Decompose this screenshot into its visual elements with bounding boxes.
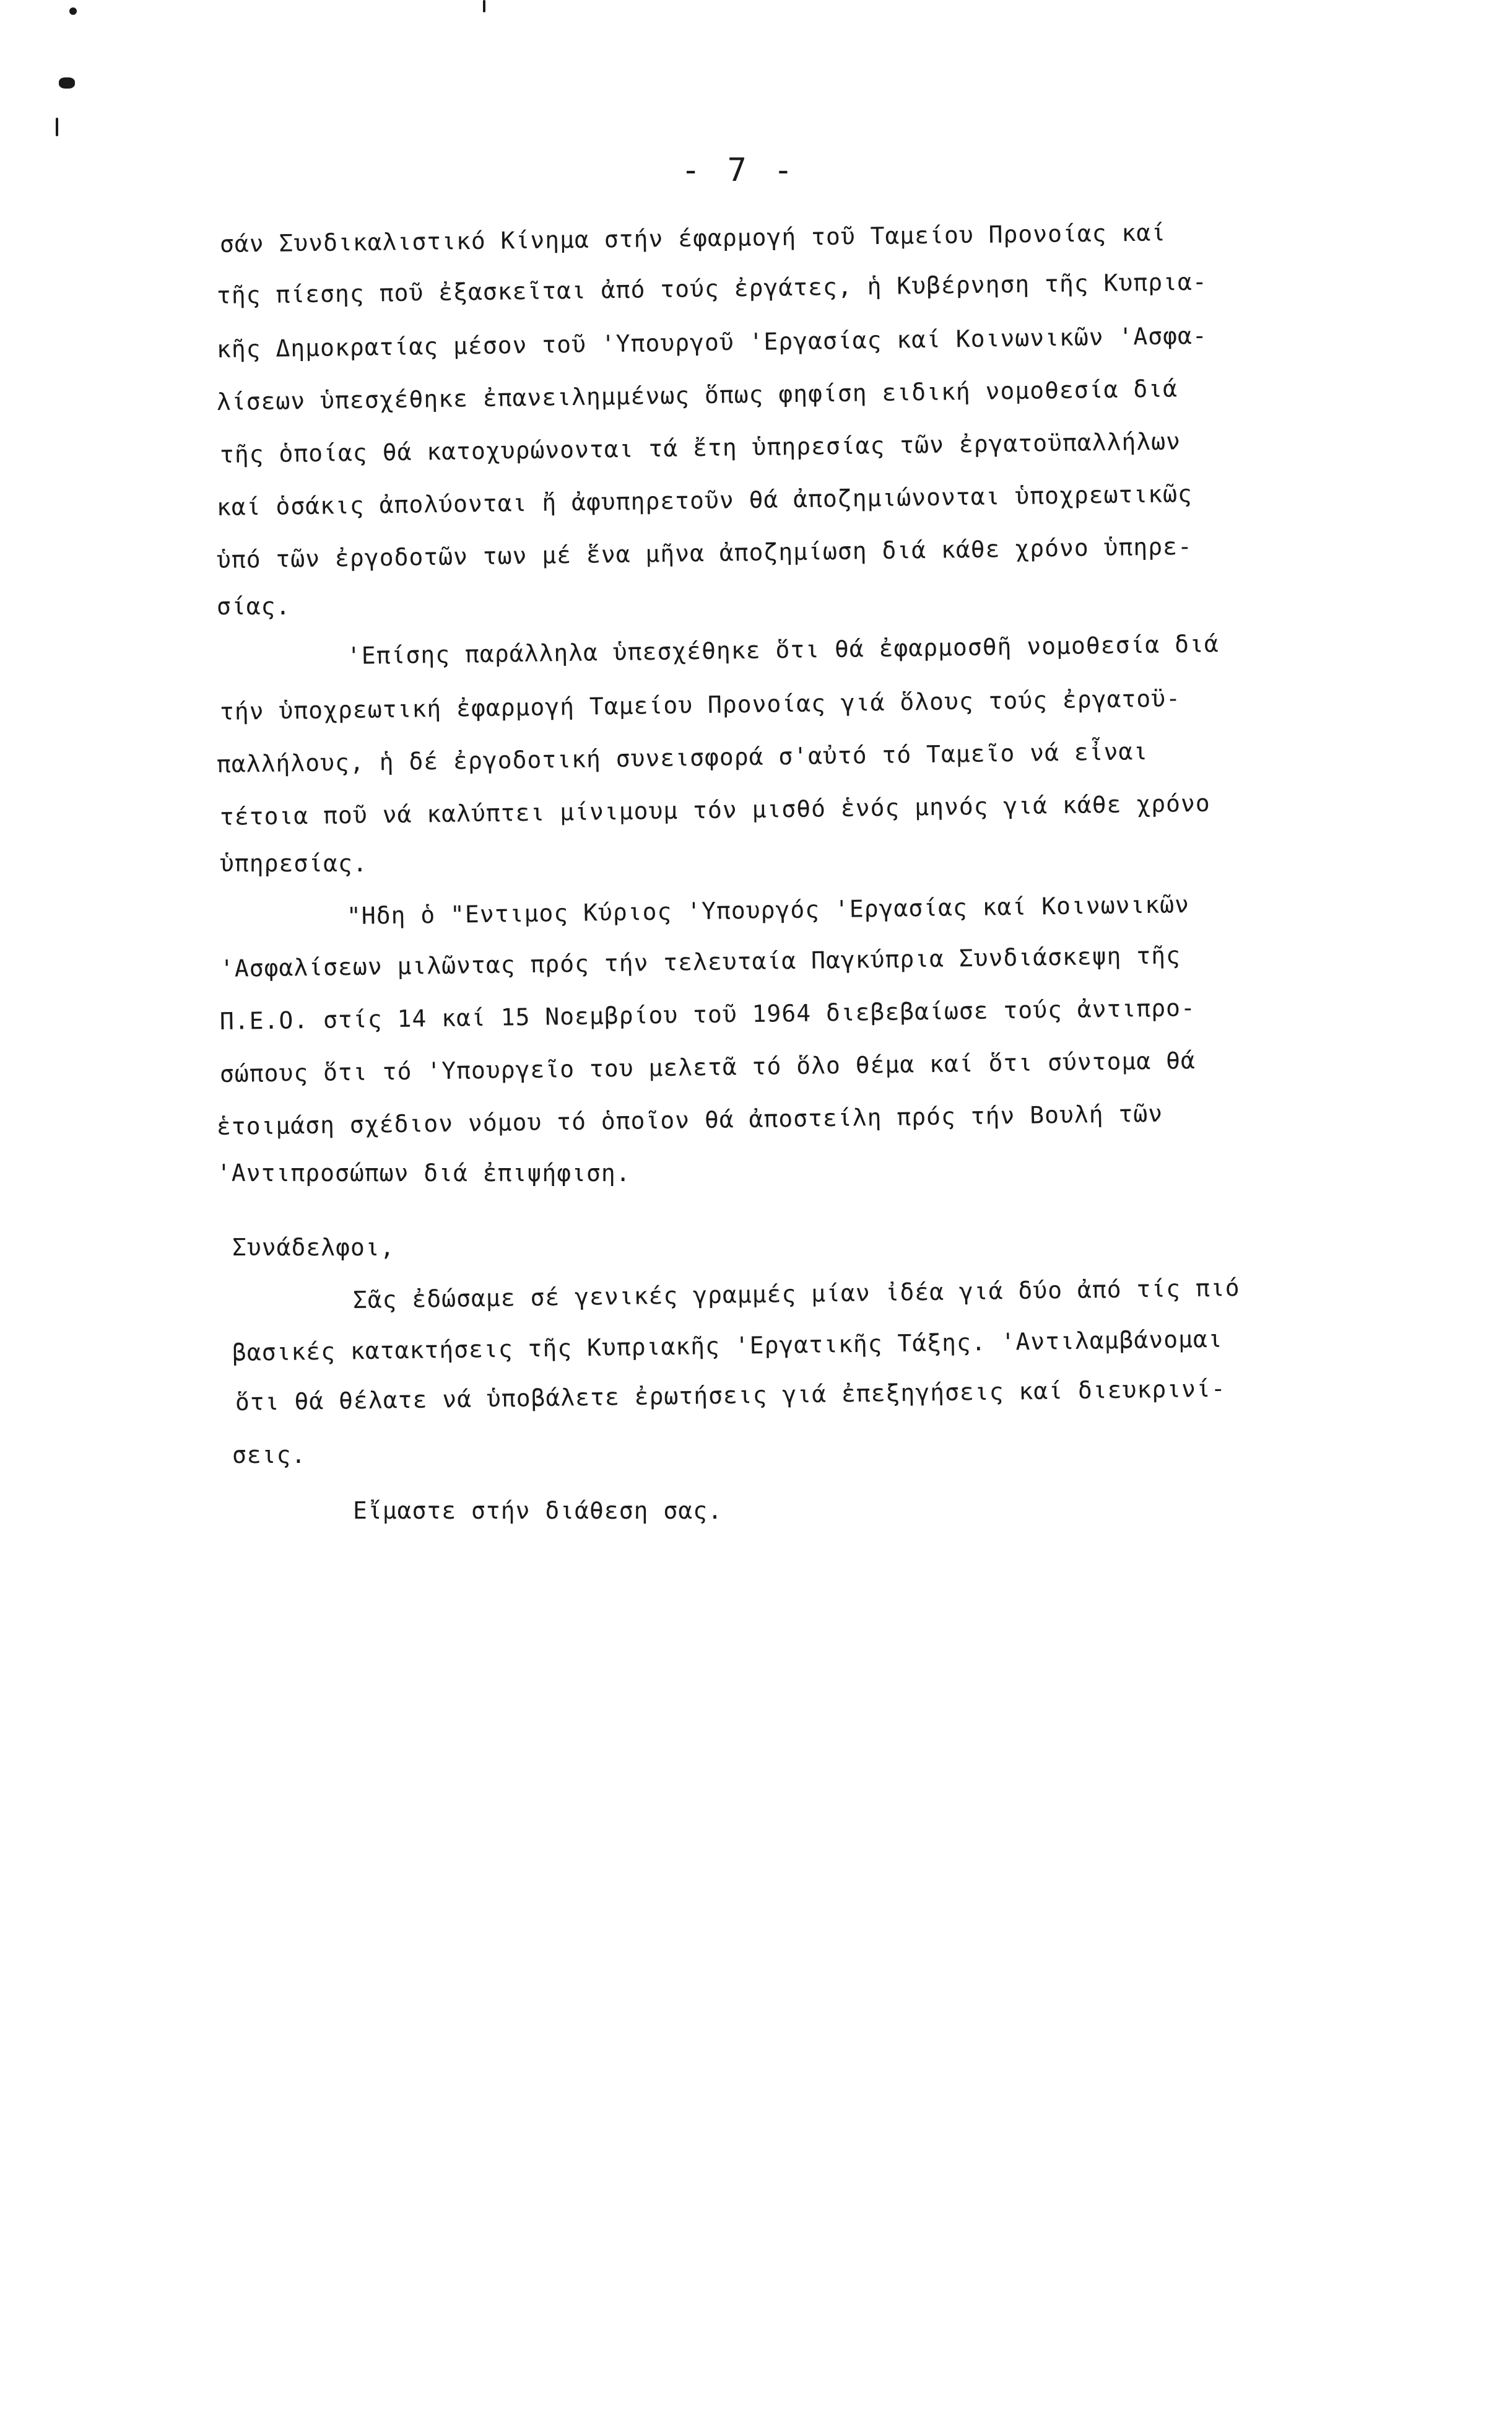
text-line: 'Αντιπροσώπων διά ἐπιψήφιση. — [217, 1159, 631, 1187]
page-number: - 7 - — [681, 152, 797, 189]
text-line: 'Ασφαλίσεων μιλῶντας πρός τήν τελευταία Παγκύπρια Συνδιάσκεψη τῆς — [219, 941, 1181, 982]
scan-mark — [59, 77, 75, 89]
text-line: τέτοια ποῦ νά καλύπτει μίνιμουμ τόν μισθό ἑνός μηνός γιά κάθε χρόνο — [219, 789, 1210, 831]
text-line: ἑτοιμάση σχέδιον νόμου τό ὁποῖον θά ἀποστείλη πρός τήν Βουλή τῶν — [216, 1099, 1163, 1140]
text-line: ὑπηρεσίας. — [220, 850, 368, 877]
text-line: Π.Ε.Ο. στίς 14 καί 15 Νοεμβρίου τοῦ 1964 διεβεβαίωσε τούς ἀντιπρο- — [219, 993, 1196, 1035]
text-line: τήν ὑποχρεωτική ἐφαρμογή Ταμείου Προνοίας γιά ὅλους τούς ἐργατοϋ- — [219, 684, 1181, 725]
text-line: σίας. — [217, 593, 291, 620]
text-line: τῆς πίεσης ποῦ ἐξασκεῖται ἀπό τούς ἐργάτες, ἡ Κυβέρνηση τῆς Κυπρια- — [216, 268, 1207, 309]
text-line: βασικές κατακτήσεις τῆς Κυπριακῆς 'Εργατικῆς Τάξης. 'Αντιλαμβάνομαι — [232, 1325, 1223, 1366]
text-line: σεις. — [232, 1441, 306, 1468]
text-line: ὑπό τῶν ἐργοδοτῶν των μέ ἕνα μῆνα ἀποζημίωση διά κάθε χρόνο ὑπηρε- — [216, 532, 1193, 574]
closing-line: Εἴμαστε στήν διάθεση σας. — [353, 1497, 723, 1524]
text-line: 'Επίσης παράλληλα ὑπεσχέθηκε ὅτι θά ἐφαρμοσθῆ νομοθεσία διά — [346, 630, 1219, 670]
salutation: Συνάδελφοι, — [232, 1234, 395, 1261]
text-line: λίσεων ὑπεσχέθηκε ἐπανειλημμένως ὅπως φηφίση ειδική νομοθεσία διά — [216, 375, 1178, 416]
text-line: ὅτι θά θέλατε νά ὑποβάλετε ἐρωτήσεις γιά ἐπεξηγήσεις καί διευκρινί- — [235, 1374, 1226, 1416]
text-line: Σᾶς ἐδώσαμε σέ γενικές γραμμές μίαν ἰδέα γιά δύο ἀπό τίς πιό — [352, 1273, 1240, 1314]
text-line: σώπους ὅτι τό 'Υπουργεῖο του μελετᾶ τό ὅλο θέμα καί ὅτι σύντομα θά — [219, 1046, 1196, 1088]
text-line: τῆς ὁποίας θά κατοχυρώνονται τά ἔτη ὑπηρεσίας τῶν ἐργατοϋπαλλήλων — [219, 427, 1181, 468]
text-line: σάν Συνδικαλιστικό Κίνημα στήν έφαρμογή τοῦ Ταμείου Προνοίας καί — [219, 219, 1167, 258]
text-line: καί ὁσάκις ἀπολύονται ἤ ἀφυπηρετοῦν θά ἀποζημιώνονται ὑποχρεωτικῶς — [216, 479, 1193, 521]
scan-mark — [483, 0, 485, 12]
text-line: παλλήλους, ἡ δέ ἐργοδοτική συνεισφορά σ'αὐτό τό Ταμεῖο νά εἶναι — [216, 737, 1149, 778]
scan-mark — [69, 7, 77, 15]
text-line: κῆς Δημοκρατίας μέσον τοῦ 'Υπουργοῦ 'Εργασίας καί Κοινωνικῶν 'Ασφα- — [216, 321, 1207, 363]
scan-mark — [56, 118, 58, 136]
text-line: "Ηδη ὁ "Εντιμος Κύριος 'Υπουργός 'Εργασίας καί Κοινωνικῶν — [346, 890, 1190, 930]
